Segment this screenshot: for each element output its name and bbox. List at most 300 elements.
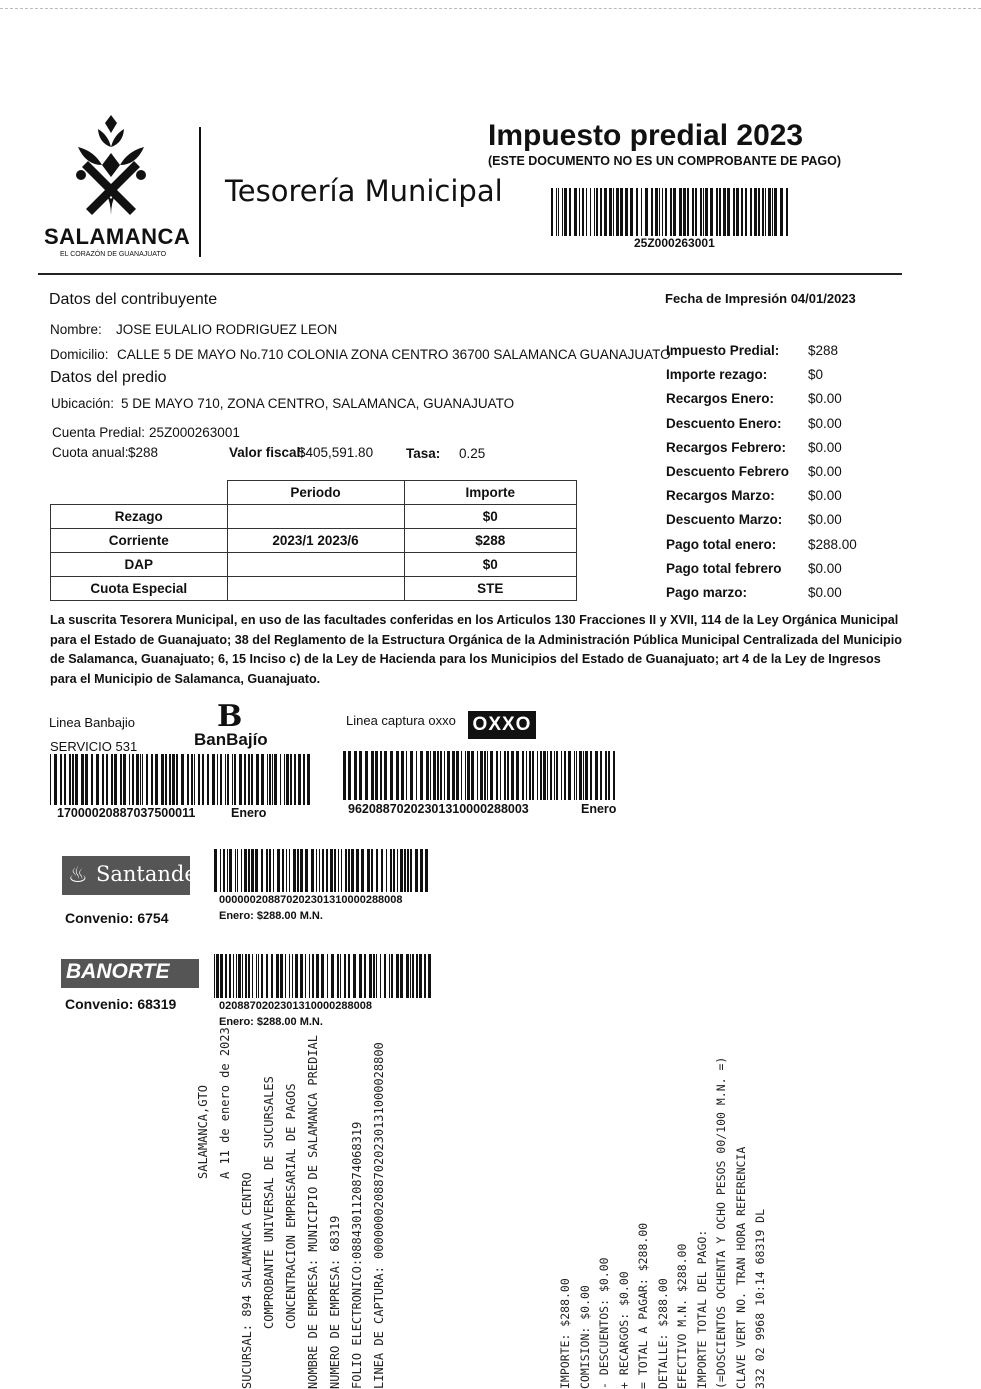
barcode-bar: [191, 754, 193, 805]
tasa-label: Tasa:: [406, 446, 441, 461]
barcode-bar: [786, 188, 788, 236]
barcode-bar: [400, 849, 403, 892]
banbajio-barcode-number: 17000020887037500011: [57, 806, 196, 820]
receipt-line: COMPROBANTE UNIVERSAL DE SUCURSALES: [262, 1076, 276, 1329]
barcode-bar: [415, 849, 418, 892]
barcode-bar: [271, 954, 273, 998]
row-periodo: 2023/1 2023/6: [227, 529, 404, 553]
fecha-impresion: Fecha de Impresión 04/01/2023: [665, 291, 856, 306]
barcode-bar: [96, 754, 99, 805]
barcode-bar: [604, 188, 607, 236]
barcode-bar: [220, 754, 222, 805]
barcode-bar: [616, 188, 619, 236]
banbajio-barcode: [50, 754, 312, 805]
barcode-bar: [289, 954, 290, 998]
barcode-bar: [334, 849, 336, 892]
barcode-bar: [561, 751, 562, 800]
barcode-bar: [695, 188, 697, 236]
barcode-bar: [440, 751, 442, 800]
barcode-bar: [220, 849, 221, 892]
receipt-line: FOLIO ELECTRONICO:0884301120874068319: [350, 1121, 364, 1389]
summary-value: $0: [808, 367, 824, 383]
barcode-bar: [261, 849, 263, 892]
barcode-bar: [780, 188, 783, 236]
flame-icon: ♨: [68, 862, 88, 887]
receipt-line: LINEA DE CAPTURA: 000000020887020230131000028800: [372, 1042, 386, 1389]
barcode-bar: [562, 188, 563, 236]
barcode-bar: [251, 754, 253, 805]
row-importe: $288: [404, 529, 577, 553]
barcode-bar: [564, 751, 566, 800]
barcode-bar: [419, 954, 422, 998]
barcode-bar: [655, 188, 658, 236]
barcode-bar: [765, 188, 766, 236]
barcode-bar: [223, 849, 225, 892]
barcode-bar: [630, 188, 633, 236]
barcode-bar: [151, 754, 153, 805]
barcode-bar: [295, 954, 298, 998]
barcode-bar: [239, 754, 242, 805]
department-name: Tesorería Municipal: [225, 174, 503, 208]
barcode-bar: [345, 849, 347, 892]
barcode-bar: [354, 751, 357, 800]
receipt-line: COMISION: $0.00: [577, 1285, 592, 1389]
receipt-line: = TOTAL A PAGAR: $288.00: [636, 1222, 650, 1389]
domicilio-label: Domicilio:: [50, 347, 109, 362]
barcode-bar: [391, 954, 393, 998]
receipt-right: [556, 1057, 771, 1389]
barcode-bar: [245, 954, 247, 998]
barcode-bar: [376, 954, 377, 998]
barcode-bar: [330, 849, 333, 892]
barcode-bar: [214, 954, 215, 998]
barcode-bar: [410, 751, 413, 800]
barcode-bar: [344, 954, 346, 998]
barcode-bar: [576, 751, 577, 800]
barcode-bar: [428, 954, 431, 998]
barcode-bar: [376, 849, 378, 892]
barcode-bar: [276, 954, 279, 998]
barcode-bar: [111, 754, 113, 805]
barcode-bar: [207, 754, 209, 805]
barcode-bar: [256, 754, 259, 805]
barcode-bar: [467, 751, 470, 800]
row-periodo: [227, 553, 404, 577]
tasa-value: 0.25: [459, 446, 486, 461]
barcode-bar: [444, 751, 445, 800]
barcode-bar: [294, 754, 296, 805]
barcode-bar: [596, 188, 598, 236]
barcode-bar: [298, 754, 301, 805]
barcode-bar: [289, 849, 290, 892]
valor-value: $405,591.80: [298, 445, 374, 460]
valor-label: Valor fiscal:: [229, 445, 305, 460]
barcode-bar: [371, 751, 374, 800]
santander-amount: Enero: $288.00 M.N.: [219, 910, 323, 922]
barcode-bar: [568, 751, 571, 800]
banbajio-label: Linea Banbajio: [49, 715, 136, 730]
summary-label: Pago total enero:: [666, 536, 777, 552]
barcode-bar: [248, 954, 250, 998]
barcode-bar: [75, 754, 78, 805]
barcode-bar: [120, 754, 122, 805]
barcode-bar: [155, 754, 158, 805]
receipt-line: A 11 de enero de 2023: [218, 1027, 232, 1179]
barcode-bar: [261, 954, 263, 998]
receipt-line: NUMERO DE EMPRESA: 68319: [328, 1215, 342, 1389]
payment-table: [50, 480, 577, 601]
summary-label: Recargos Marzo:: [666, 488, 775, 504]
scan-top-edge: [0, 8, 981, 11]
barcode-bar: [343, 751, 346, 800]
barcode-bar: [594, 188, 595, 236]
domicilio-value: CALLE 5 DE MAYO No.710 COLONIA ZONA CENTRO 36700 SALAMANCA GUANAJUATO: [117, 347, 671, 362]
receipt-line: IMPORTE TOTAL DEL PAGO:: [694, 1229, 709, 1389]
document-title: Impuesto predial 2023: [488, 119, 804, 152]
barcode-bar: [651, 188, 653, 236]
barcode-bar: [420, 849, 423, 892]
santander-barcode: [214, 849, 432, 892]
barcode-bar: [774, 188, 777, 236]
barcode-bar: [373, 954, 375, 998]
barcode-bar: [406, 751, 407, 800]
barcode-bar: [114, 754, 117, 805]
barcode-bar: [424, 954, 426, 998]
barcode-bar: [406, 954, 409, 998]
barcode-bar: [311, 849, 314, 892]
barcode-bar: [181, 754, 184, 805]
barcode-bar: [397, 849, 398, 892]
barcode-bar: [687, 188, 689, 236]
barcode-bar: [500, 751, 501, 800]
receipt-line: IMPORTE: $288.00: [558, 1278, 572, 1389]
barcode-bar: [410, 954, 411, 998]
barcode-bar: [526, 751, 527, 800]
barcode-bar: [484, 751, 486, 800]
barcode-bar: [217, 754, 218, 805]
barcode-bar: [762, 188, 764, 236]
summary-value: $0.00: [808, 584, 842, 600]
account-barcode: [551, 188, 791, 236]
barcode-bar: [341, 849, 342, 892]
summary-label: Descuento Febrero: [666, 463, 790, 479]
barcode-bar: [750, 188, 752, 236]
row-periodo: [227, 505, 404, 529]
barcode-bar: [692, 188, 694, 236]
barcode-bar: [244, 849, 247, 892]
barcode-bar: [232, 754, 233, 805]
barcode-bar: [236, 954, 237, 998]
barcode-bar: [608, 751, 610, 800]
barcode-bar: [595, 751, 598, 800]
receipt-line: - DESCUENTOS: $0.00: [597, 1257, 611, 1389]
barcode-bar: [537, 751, 538, 800]
barcode-bar: [212, 754, 215, 805]
barcode-bar: [609, 188, 612, 236]
table-header-importe: Importe: [404, 481, 577, 505]
table-row: [51, 553, 577, 577]
ubicacion-label: Ubicación:: [51, 396, 115, 411]
cuenta-value: 25Z000263001: [149, 425, 240, 440]
barcode-bar: [412, 954, 414, 998]
barcode-bar: [238, 954, 241, 998]
barcode-bar: [129, 754, 130, 805]
barcode-bar: [316, 954, 319, 998]
summary-label: Importe rezago:: [666, 367, 768, 383]
barcode-bar: [252, 954, 253, 998]
barcode-bar: [410, 849, 412, 892]
banorte-convenio: Convenio: 68319: [65, 996, 177, 1012]
barcode-bar: [471, 751, 474, 800]
barcode-bar: [359, 954, 362, 998]
barcode-bar: [641, 188, 642, 236]
barcode-bar: [703, 188, 704, 236]
summary-value: $288.00: [808, 536, 857, 552]
row-concepto: Corriente: [51, 529, 228, 553]
barcode-bar: [123, 754, 126, 805]
barcode-bar: [303, 754, 305, 805]
barcode-bar: [81, 754, 84, 805]
barcode-bar: [229, 954, 231, 998]
barcode-bar: [574, 751, 575, 800]
banbajio-month: Enero: [231, 806, 267, 820]
barcode-bar: [420, 751, 423, 800]
nombre-label: Nombre:: [50, 322, 102, 337]
barcode-bar: [480, 751, 483, 800]
cuota-label: Cuota anual:: [52, 445, 129, 460]
barcode-bar: [273, 849, 274, 892]
barcode-bar: [574, 188, 577, 236]
barcode-bar: [583, 751, 584, 800]
barcode-bar: [540, 751, 542, 800]
barcode-bar: [558, 188, 559, 236]
barcode-bar: [452, 751, 455, 800]
barcode-bar: [280, 954, 283, 998]
barcode-bar: [256, 954, 257, 998]
barcode-bar: [511, 751, 514, 800]
barcode-bar: [237, 849, 238, 892]
row-importe: $0: [404, 553, 577, 577]
barcode-bar: [229, 849, 232, 892]
banorte-brand: BANORTE: [66, 960, 170, 983]
barcode-bar: [146, 754, 148, 805]
barcode-bar: [194, 754, 195, 805]
barcode-bar: [733, 188, 735, 236]
summary-values: [808, 343, 857, 609]
barcode-bar: [529, 751, 531, 800]
summary-label: Pago total febrero: [666, 560, 782, 576]
barcode-bar: [165, 754, 167, 805]
barcode-bar: [309, 954, 310, 998]
barcode-bar: [331, 954, 334, 998]
barcode-bar: [225, 954, 227, 998]
barcode-bar: [590, 188, 591, 236]
summary-value: $0.00: [808, 488, 842, 504]
summary-value: $0.00: [808, 463, 842, 479]
barcode-bar: [600, 188, 602, 236]
barcode-bar: [307, 754, 310, 805]
barcode-bar: [407, 849, 409, 892]
barcode-bar: [321, 954, 324, 998]
barcode-bar: [233, 954, 234, 998]
table-header-blank: [51, 481, 228, 505]
barcode-bar: [433, 751, 436, 800]
barcode-bar: [504, 751, 506, 800]
oxxo-barcode: [343, 751, 618, 800]
barcode-bar: [543, 751, 546, 800]
barcode-bar: [172, 754, 175, 805]
santander-convenio: Convenio: 6754: [65, 910, 169, 926]
barcode-bar: [327, 954, 328, 998]
barcode-bar: [551, 188, 553, 236]
barcode-bar: [384, 954, 386, 998]
banbajio-logo-icon: B: [217, 699, 239, 734]
account-barcode-number: 25Z000263001: [634, 236, 715, 250]
barcode-bar: [665, 188, 667, 236]
table-header-periodo: Periodo: [227, 481, 404, 505]
barcode-bar: [300, 954, 303, 998]
ubicacion-value: 5 DE MAYO 710, ZONA CENTRO, SALAMANCA, GUANAJUATO: [121, 396, 515, 411]
receipt-line: SALAMANCA,GTO: [196, 1085, 210, 1179]
city-tagline: EL CORAZÓN DE GUANAJUATO: [60, 251, 167, 258]
legal-text: La suscrita Tesorera Municipal, en uso de las facultades conferidas en los Articulos 130 Fracciones II y XVII, 114 de la Ley Orgánica Municipal para el Estado de Guanajuato; 38 del Reglamento de la Estructura Orgánica de la Administración Pública Municipal Centralizada del Municipio de Salamanca, Guanajuato; 6, 15 Inciso c) de la Ley de Hacienda para los Municipios del Estado de Guanajuato; art 4 de la Ley de Ingresos para el Municipio de Salamanca, Guanajuato.: [50, 613, 902, 686]
barcode-bar: [269, 754, 271, 805]
barcode-bar: [261, 754, 264, 805]
barcode-bar: [437, 751, 439, 800]
barcode-bar: [547, 751, 548, 800]
barcode-bar: [456, 751, 459, 800]
barcode-bar: [235, 849, 236, 892]
barcode-bar: [356, 849, 359, 892]
barcode-bar: [768, 188, 771, 236]
barcode-bar: [586, 188, 587, 236]
barcode-bar: [364, 954, 366, 998]
barcode-bar: [284, 754, 285, 805]
barcode-bar: [590, 751, 592, 800]
row-concepto: Cuota Especial: [51, 577, 228, 601]
barcode-bar: [550, 751, 552, 800]
barcode-bar: [106, 754, 108, 805]
table-row: [51, 577, 577, 601]
barcode-bar: [390, 849, 392, 892]
barcode-bar: [305, 954, 306, 998]
cuota-value: $288: [128, 445, 159, 460]
barcode-bar: [161, 754, 164, 805]
barcode-bar: [255, 849, 258, 892]
salamanca-logo-icon: [66, 115, 156, 220]
barcode-bar: [286, 849, 287, 892]
barcode-bar: [662, 188, 663, 236]
barcode-bar: [381, 849, 383, 892]
barcode-bar: [50, 754, 51, 805]
receipt-line: + RECARGOS: $0.00: [616, 1271, 631, 1389]
row-importe: $0: [404, 505, 577, 529]
barcode-bar: [579, 751, 582, 800]
barcode-bar: [297, 849, 299, 892]
barcode-bar: [522, 751, 524, 800]
barcode-bar: [214, 849, 217, 892]
barcode-bar: [266, 849, 268, 892]
oxxo-logo: OXXO: [468, 711, 536, 739]
barcode-bar: [758, 188, 760, 236]
barcode-bar: [645, 188, 648, 236]
table-row: [51, 529, 577, 553]
barcode-bar: [220, 954, 223, 998]
barcode-bar: [736, 188, 739, 236]
barcode-bar: [416, 954, 418, 998]
barcode-bar: [365, 751, 368, 800]
barcode-bar: [244, 754, 246, 805]
barcode-bar: [142, 754, 143, 805]
barcode-bar: [269, 849, 271, 892]
summary-label: Impuesto Predial:: [666, 343, 780, 358]
nombre-value: JOSE EULALIO RODRIGUEZ LEON: [116, 322, 338, 337]
barcode-bar: [425, 849, 428, 892]
barcode-bar: [277, 849, 280, 892]
barcode-bar: [400, 954, 403, 998]
santander-barcode-number: 00000020887020230131000028800​8: [219, 894, 403, 906]
barcode-bar: [605, 751, 607, 800]
summary-value: $0.00: [808, 512, 842, 528]
barcode-bar: [772, 188, 773, 236]
barcode-bar: [389, 954, 390, 998]
banorte-barcode: [214, 954, 432, 998]
barcode-bar: [367, 849, 370, 892]
barcode-bar: [340, 954, 341, 998]
barcode-bar: [282, 849, 284, 892]
barcode-bar: [396, 954, 399, 998]
barcode-bar: [85, 754, 88, 805]
barcode-bar: [477, 751, 478, 800]
barcode-bar: [426, 751, 429, 800]
barcode-bar: [371, 849, 373, 892]
barcode-bar: [741, 188, 743, 236]
barcode-bar: [248, 754, 250, 805]
barcode-bar: [251, 849, 254, 892]
barcode-bar: [322, 849, 324, 892]
predio-title: Datos del predio: [50, 369, 167, 386]
oxxo-barcode-number: 96208870202301310000288003: [348, 802, 529, 816]
barcode-bar: [393, 849, 395, 892]
barcode-bar: [416, 751, 417, 800]
header-rule: [38, 273, 902, 275]
summary-value: $0.00: [808, 560, 842, 576]
barcode-bar: [348, 751, 351, 800]
barcode-bar: [286, 754, 289, 805]
barcode-bar: [292, 954, 293, 998]
barcode-bar: [679, 188, 682, 236]
barcode-bar: [72, 754, 74, 805]
barcode-bar: [636, 188, 638, 236]
barcode-bar: [216, 954, 219, 998]
barcode-bar: [91, 754, 93, 805]
barcode-bar: [227, 754, 229, 805]
barcode-bar: [241, 849, 242, 892]
barcode-bar: [225, 754, 226, 805]
barcode-bar: [348, 849, 350, 892]
summary-label: Pago marzo:: [666, 584, 748, 600]
barcode-bar: [60, 754, 62, 805]
barcode-bar: [582, 188, 584, 236]
barcode-bar: [353, 954, 356, 998]
barcode-bar: [202, 754, 204, 805]
summary-label: Descuento Enero:: [666, 415, 782, 431]
barcode-bar: [359, 751, 362, 800]
barcode-bar: [716, 188, 718, 236]
summary-value: $288: [808, 343, 839, 358]
row-importe: STE: [404, 577, 577, 601]
barcode-bar: [569, 188, 571, 236]
